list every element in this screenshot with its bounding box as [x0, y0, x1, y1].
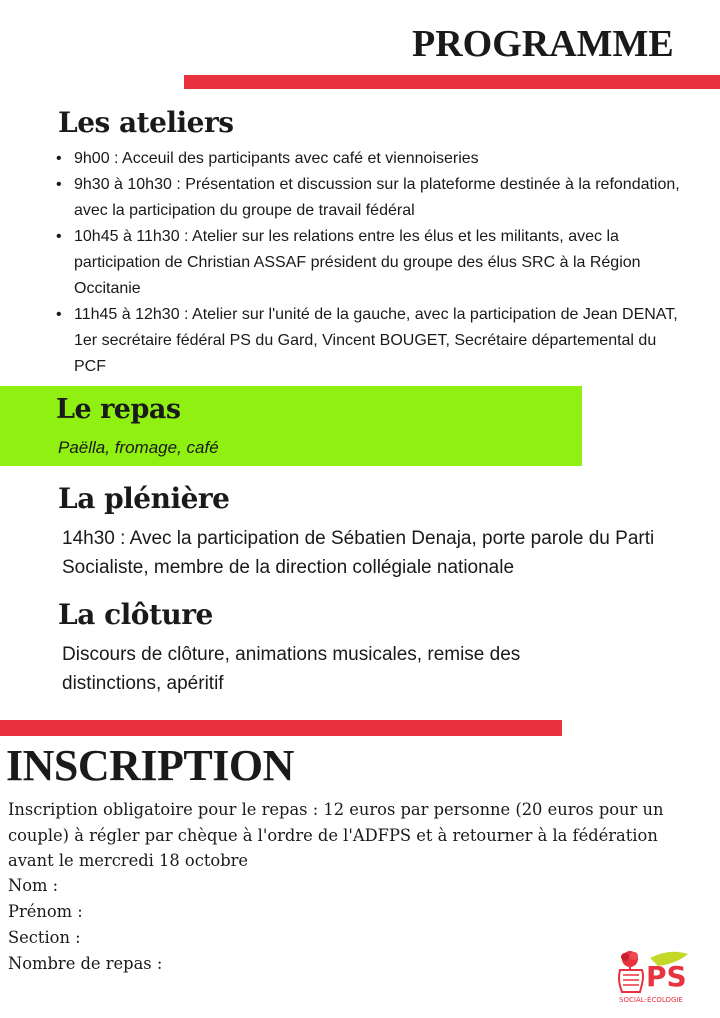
programme-title: PROGRAMME	[412, 23, 674, 65]
atelier-text: 9h30 à 10h30 : Présentation et discussion sur la plateforme destinée à la refondation, avec la participation du groupe de travail fédéral	[74, 176, 680, 219]
field-prenom: Prénom :	[8, 902, 83, 921]
pleniere-text: 14h30 : Avec la participation de Sébatien Denaja, porte parole du Parti Socialiste, membre de la direction collégiale nationale	[62, 528, 655, 578]
inscription-text: Inscription obligatoire pour le repas : 12 euros par personne (20 euros pour un couple) à régler par chèque à l'ordre de l'ADFPS et à retourner à la fédération avant le mercredi 18 octobre	[8, 800, 664, 870]
bullet-icon: •	[56, 176, 62, 193]
field-section: Section :	[8, 928, 81, 947]
list-item	[52, 172, 692, 224]
ateliers-heading: Les ateliers	[58, 106, 234, 139]
list-item	[52, 224, 692, 302]
repas-menu-text: Paëlla, fromage, café	[58, 438, 219, 457]
cloture-heading: La clôture	[58, 598, 213, 631]
atelier-text: 11h45 à 12h30 : Atelier sur l'unité de la gauche, avec la participation de Jean DENAT, 1er secrétaire fédéral PS du Gard, Vincent BOUGET, Secrétaire départemental du PCF	[74, 306, 678, 375]
bullet-icon: •	[56, 306, 62, 323]
ps-tagline: SOCIAL-ÉCOLOGIE	[619, 996, 683, 1004]
ateliers-list	[52, 146, 692, 380]
repas-heading: Le repas	[56, 394, 181, 425]
field-nombre-repas: Nombre de repas :	[8, 954, 163, 973]
field-nom: Nom :	[8, 876, 59, 895]
ps-logo	[612, 948, 690, 1008]
cloture-text: Discours de clôture, animations musicales, remise des distinctions, apéritif	[62, 644, 521, 694]
inscription-title: INSCRIPTION	[6, 741, 294, 790]
list-item	[52, 146, 692, 172]
red-divider-bottom	[0, 720, 562, 736]
pleniere-heading: La plénière	[58, 482, 230, 515]
atelier-text: 9h00 : Acceuil des participants avec café et viennoiseries	[74, 150, 479, 167]
list-item	[52, 302, 692, 380]
atelier-text: 10h45 à 11h30 : Atelier sur les relations entre les élus et les militants, avec la participation de Christian ASSAF président du groupe des élus SRC à la Région Occitanie	[74, 228, 641, 297]
ps-letters: PS	[646, 960, 687, 993]
bullet-icon: •	[56, 150, 62, 167]
red-divider-top	[184, 75, 720, 89]
bullet-icon: •	[56, 228, 62, 245]
